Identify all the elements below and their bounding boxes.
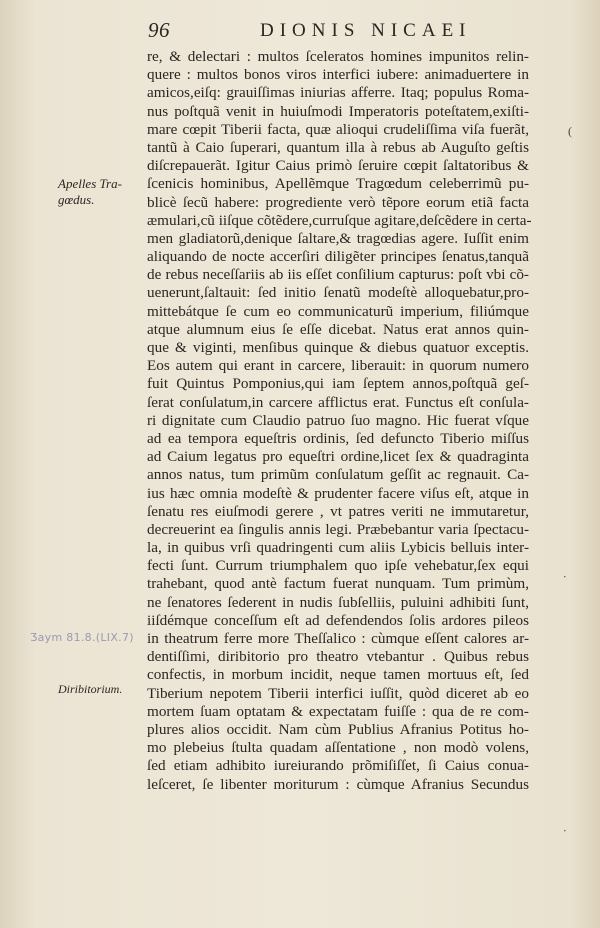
text-line: amicos,eiſq: grauiſſimas iniurias afferre. Itaq; populus Roma- [147,84,529,102]
text-line: re, & delectari : multos ſceleratos homines impunitos relin- [147,48,529,65]
text-line: confectis, in morbum incidit, neque tamen mortuus eſt, ſed [147,666,529,684]
text-line: æmulari,cũ iiſque cõtẽdere,curruſque agitare,deſcẽdere in certa- [147,211,532,229]
edge-mark: ᐧ [563,824,567,838]
text-line: men gladiatorũ,denique ſaltare,& tragœdias agere. Iuſſit enim [147,229,529,247]
text-line: quere : multos bonos viros interfici iubere: animaduertere in [147,66,529,84]
text-line: ad ea tempora equeſtris ordinis, ſed defuncto Tiberio miſſus [147,429,529,447]
text-line: diſcrepauerãt. Igitur Caius primò ſeruire cœpit ſaltatoribus & [147,157,529,175]
text-line: uenerunt,ſaltauit: ſed initio ſenatũ modeſtè alloquebatur,pro- [147,284,529,302]
running-head [140,18,500,44]
edge-mark: ( [568,124,572,138]
text-line: ſenatu res eiuſmodi gerere , vt patres veriti ne immutaretur, [147,502,529,520]
text-line: de rebus neceſſariis ab iis eſſet conſilium capturus: poſt vbi cõ- [147,266,529,284]
text-line: ad Caium legatus pro equeſtri ordine,licet ſex & quadraginta [147,448,529,466]
text-line: iiſdémque conceſſum eſt ad defendendos ſolis ardores pileos [147,611,529,629]
edge-mark: ᐧ [563,570,567,584]
text-line: que & viginti, menſibus quinque & diebus quatuor exceptis. [147,339,529,356]
text-line: trahebant, quod antè factum fuerat nunquam. Tum primùm, [147,575,529,593]
text-line: mo plebeius ſtulta quadam aſſentatione , non modò volens, [147,739,529,757]
text-line: Tiberium nepotem Tiberii interfici iuſſit, quòd diceret ab eo [147,684,529,702]
text-line: aliquando de nocte accerſiri diligẽter principes ſenatus,tanquã [147,248,529,266]
text-line: fecti ſunt. Currum triumphalem quo ipſe vehebatur,ſex equi [147,557,529,575]
page-number: 96 [148,18,170,42]
pencil-annotation: Ʒaym 81.8.(LIX.7) [30,631,134,644]
text-line: decreuerint ea ſingulis annis legi. Præbebantur varia ſpectacu- [147,520,529,538]
text-line [147,794,529,812]
text-line: leſceret, ſe libenter moriturum : cùmque Afranius Secundus [147,775,529,793]
text-line: ſed etiam adhibito iureiurando prõmiſiſſet, ſi Caius conua- [147,757,529,775]
text-line: blicè ſecũ habere: progrediente verò tẽpore eorum etiã facta [147,193,529,211]
text-line: in theatrum ferre more Theſſalico : cùmque eſſent calores ar- [147,630,529,647]
text-line: mortem ſuam optatam & expectatam fuiſſe : qua de re com- [147,702,529,720]
text-line: ne ſenatores ſederent in nudis ſubſelliis, puluini adhibiti ſunt, [147,593,529,611]
text-line: ius hæc omnia modeſtè & prudenter facere viſus eſt, atque in [147,484,529,502]
margin-note-apelles: Apelles Tra- gœdus. [58,176,122,207]
text-line: fuit Quintus Pomponius,qui iam ſeptem annos,poſtquã geſ- [147,375,529,393]
text-line: ſerat conſulatum,in carcere afflictus erat. Functus eſt conſula- [147,393,529,411]
text-line: mittebátque ſe cum eo communicaturũ imperium, filiúmque [147,302,529,320]
text-line: annos natus, tum primũm conſulatum geſſit ac regnauit. Ca- [147,466,529,484]
text-line: Eos autem qui erant in carcere, liberauit: in quorum numero [147,357,529,375]
text-line: tantũ à Caio ſuperari, quantum illa à rebus ab Auguſto geſtis [147,138,529,156]
text-line: atque alumnum eius ſe eſſe dicebat. Natus erat annos quin- [147,320,529,338]
text-line: ri dignitate cum Claudio patruo ſuo magno. Hic fuerat vſque [147,411,529,429]
text-line: la, in quibus vrſi quadringenti cum aliis Lybicis belluis inter- [147,539,529,557]
text-line: nus poſtquã venit in huiuſmodi Imperatoris poteſtatem,exiſti- [147,102,529,120]
text-line: plures alios occidit. Nam cùm Publius Afranius Potitus ho- [147,720,529,738]
text-line: mare cœpit Tiberii facta, quæ alioqui crudeliſſima viſa fuerãt, [147,120,529,138]
text-line: ſcenicis hominibus, Apellẽmque Tragœdum celeberrimũ pu- [147,175,529,193]
running-title: DIONIS NICAEI [260,20,472,41]
text-line: dentiſſimi, diribitorio pro theatro vtebantur . Quibus rebus [147,648,529,666]
body-text [147,48,532,812]
margin-note-diribitorium: Diribitorium. [58,682,123,696]
